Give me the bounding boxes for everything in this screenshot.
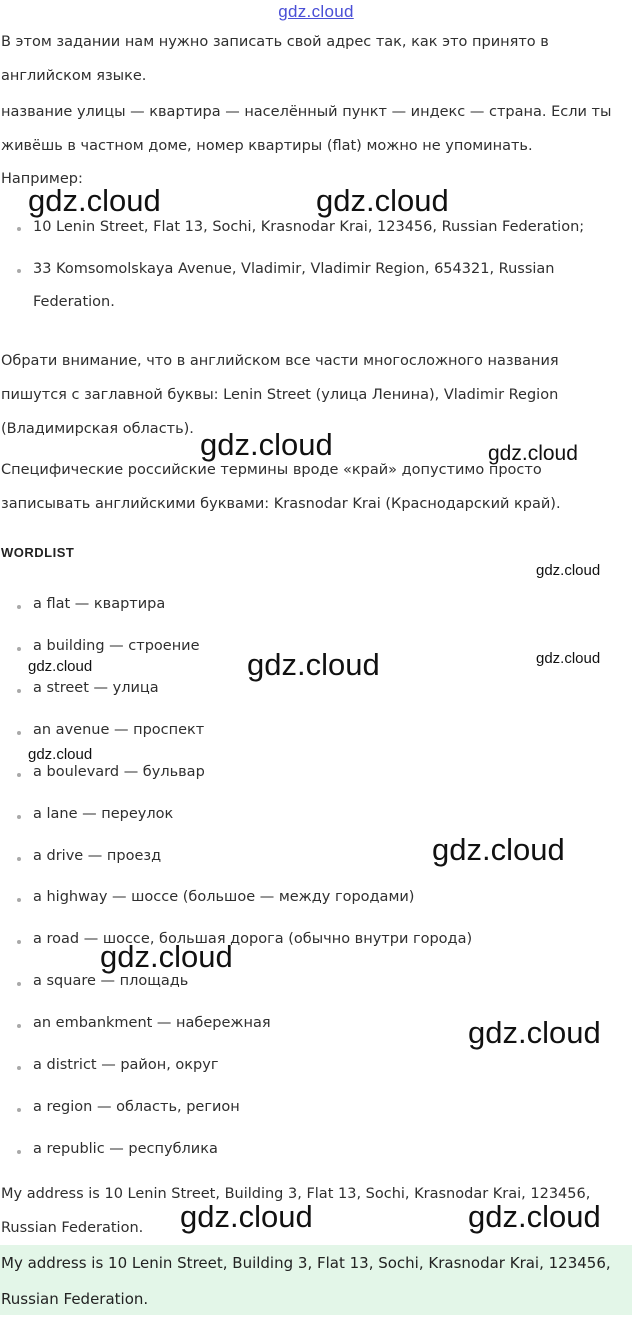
watermark-text: gdz.cloud — [468, 1199, 601, 1234]
bullet-dot — [17, 940, 21, 944]
wordlist-item: a boulevard — бульвар — [33, 764, 205, 780]
bullet-dot — [17, 227, 21, 231]
bullet-dot — [17, 731, 21, 735]
watermark-text: gdz.cloud — [488, 442, 578, 465]
intro-paragraph-1: В этом задании нам нужно записать свой адрес так, как это принято в английском языке. — [1, 34, 549, 84]
watermark-text: gdz.cloud — [432, 832, 565, 867]
intro-paragraph-3: Например: — [1, 171, 83, 187]
watermark-text: gdz.cloud — [28, 658, 93, 675]
watermark-text: gdz.cloud — [100, 939, 233, 974]
watermark-text: gdz.cloud — [28, 746, 93, 763]
watermark-text: gdz.cloud — [536, 650, 601, 667]
note-paragraph-2: Специфические российские термины вроде «край» допустимо просто записывать английскими буквами: Krasnodar Krai (Краснодарский край). — [1, 462, 561, 512]
address-paragraph: My address is 10 Lenin Street, Building 3, Flat 13, Sochi, Krasnodar Krai, 123456, Russian Federation. — [1, 1186, 591, 1236]
answer-box — [0, 1245, 632, 1315]
wordlist-item: a republic — республика — [33, 1141, 218, 1157]
wordlist-item: an embankment — набережная — [33, 1015, 271, 1031]
note-paragraph-1: Обрати внимание, что в английском все части многосложного названия пишутся с заглавной буквы: Lenin Street (улица Ленина), Vladimir Region (Владимирская область). — [1, 353, 559, 437]
wordlist-item: a lane — переулок — [33, 806, 174, 822]
wordlist-item: a highway — шоссе (большое — между городами) — [33, 889, 415, 905]
bullet-dot — [17, 982, 21, 986]
bullet-dot — [17, 1108, 21, 1112]
wordlist-item: an avenue — проспект — [33, 722, 205, 738]
watermark-text: gdz.cloud — [316, 183, 449, 218]
bullet-dot — [17, 857, 21, 861]
watermark-text: gdz.cloud — [200, 427, 333, 462]
watermark-text: gdz.cloud — [536, 562, 601, 579]
bullet-dot — [17, 1024, 21, 1028]
wordlist-item: a region — область, регион — [33, 1099, 240, 1115]
watermark-text: gdz.cloud — [28, 183, 161, 218]
bullet-dot — [17, 269, 21, 273]
wordlist-item: a district — район, округ — [33, 1057, 219, 1073]
wordlist-item: a building — строение — [33, 638, 200, 654]
top-watermark-link[interactable]: gdz.cloud — [278, 2, 354, 21]
wordlist-item: a road — шоссе, большая дорога (обычно внутри города) — [33, 931, 473, 947]
wordlist-item: a flat — квартира — [33, 596, 166, 612]
wordlist-item: a square — площадь — [33, 973, 189, 989]
bullet-dot — [17, 773, 21, 777]
watermark-text: gdz.cloud — [468, 1015, 601, 1050]
wordlist-item: a drive — проезд — [33, 848, 162, 864]
wordlist-heading: WORDLIST — [1, 545, 75, 559]
bullet-dot — [17, 1150, 21, 1154]
example-address-1: 10 Lenin Street, Flat 13, Sochi, Krasnodar Krai, 123456, Russian Federation; — [33, 219, 585, 235]
answer-text: My address is 10 Lenin Street, Building 3, Flat 13, Sochi, Krasnodar Krai, 123456, Russian Federation. — [1, 1254, 611, 1308]
example-address-2: 33 Komsomolskaya Avenue, Vladimir, Vladimir Region, 654321, Russian Federation. — [33, 261, 555, 310]
watermark-text: gdz.cloud — [180, 1199, 313, 1234]
bullet-dot — [17, 605, 21, 609]
bullet-dot — [17, 647, 21, 651]
intro-paragraph-2: название улицы — квартира — населённый пункт — индекс — страна. Если ты живёшь в частном доме, номер квартиры (flat) можно не упоминать. — [1, 104, 612, 154]
wordlist-item: a street — улица — [33, 680, 159, 696]
bullet-dot — [17, 1066, 21, 1070]
bullet-dot — [17, 815, 21, 819]
watermark-text: gdz.cloud — [247, 647, 380, 682]
bullet-dot — [17, 689, 21, 693]
bullet-dot — [17, 898, 21, 902]
